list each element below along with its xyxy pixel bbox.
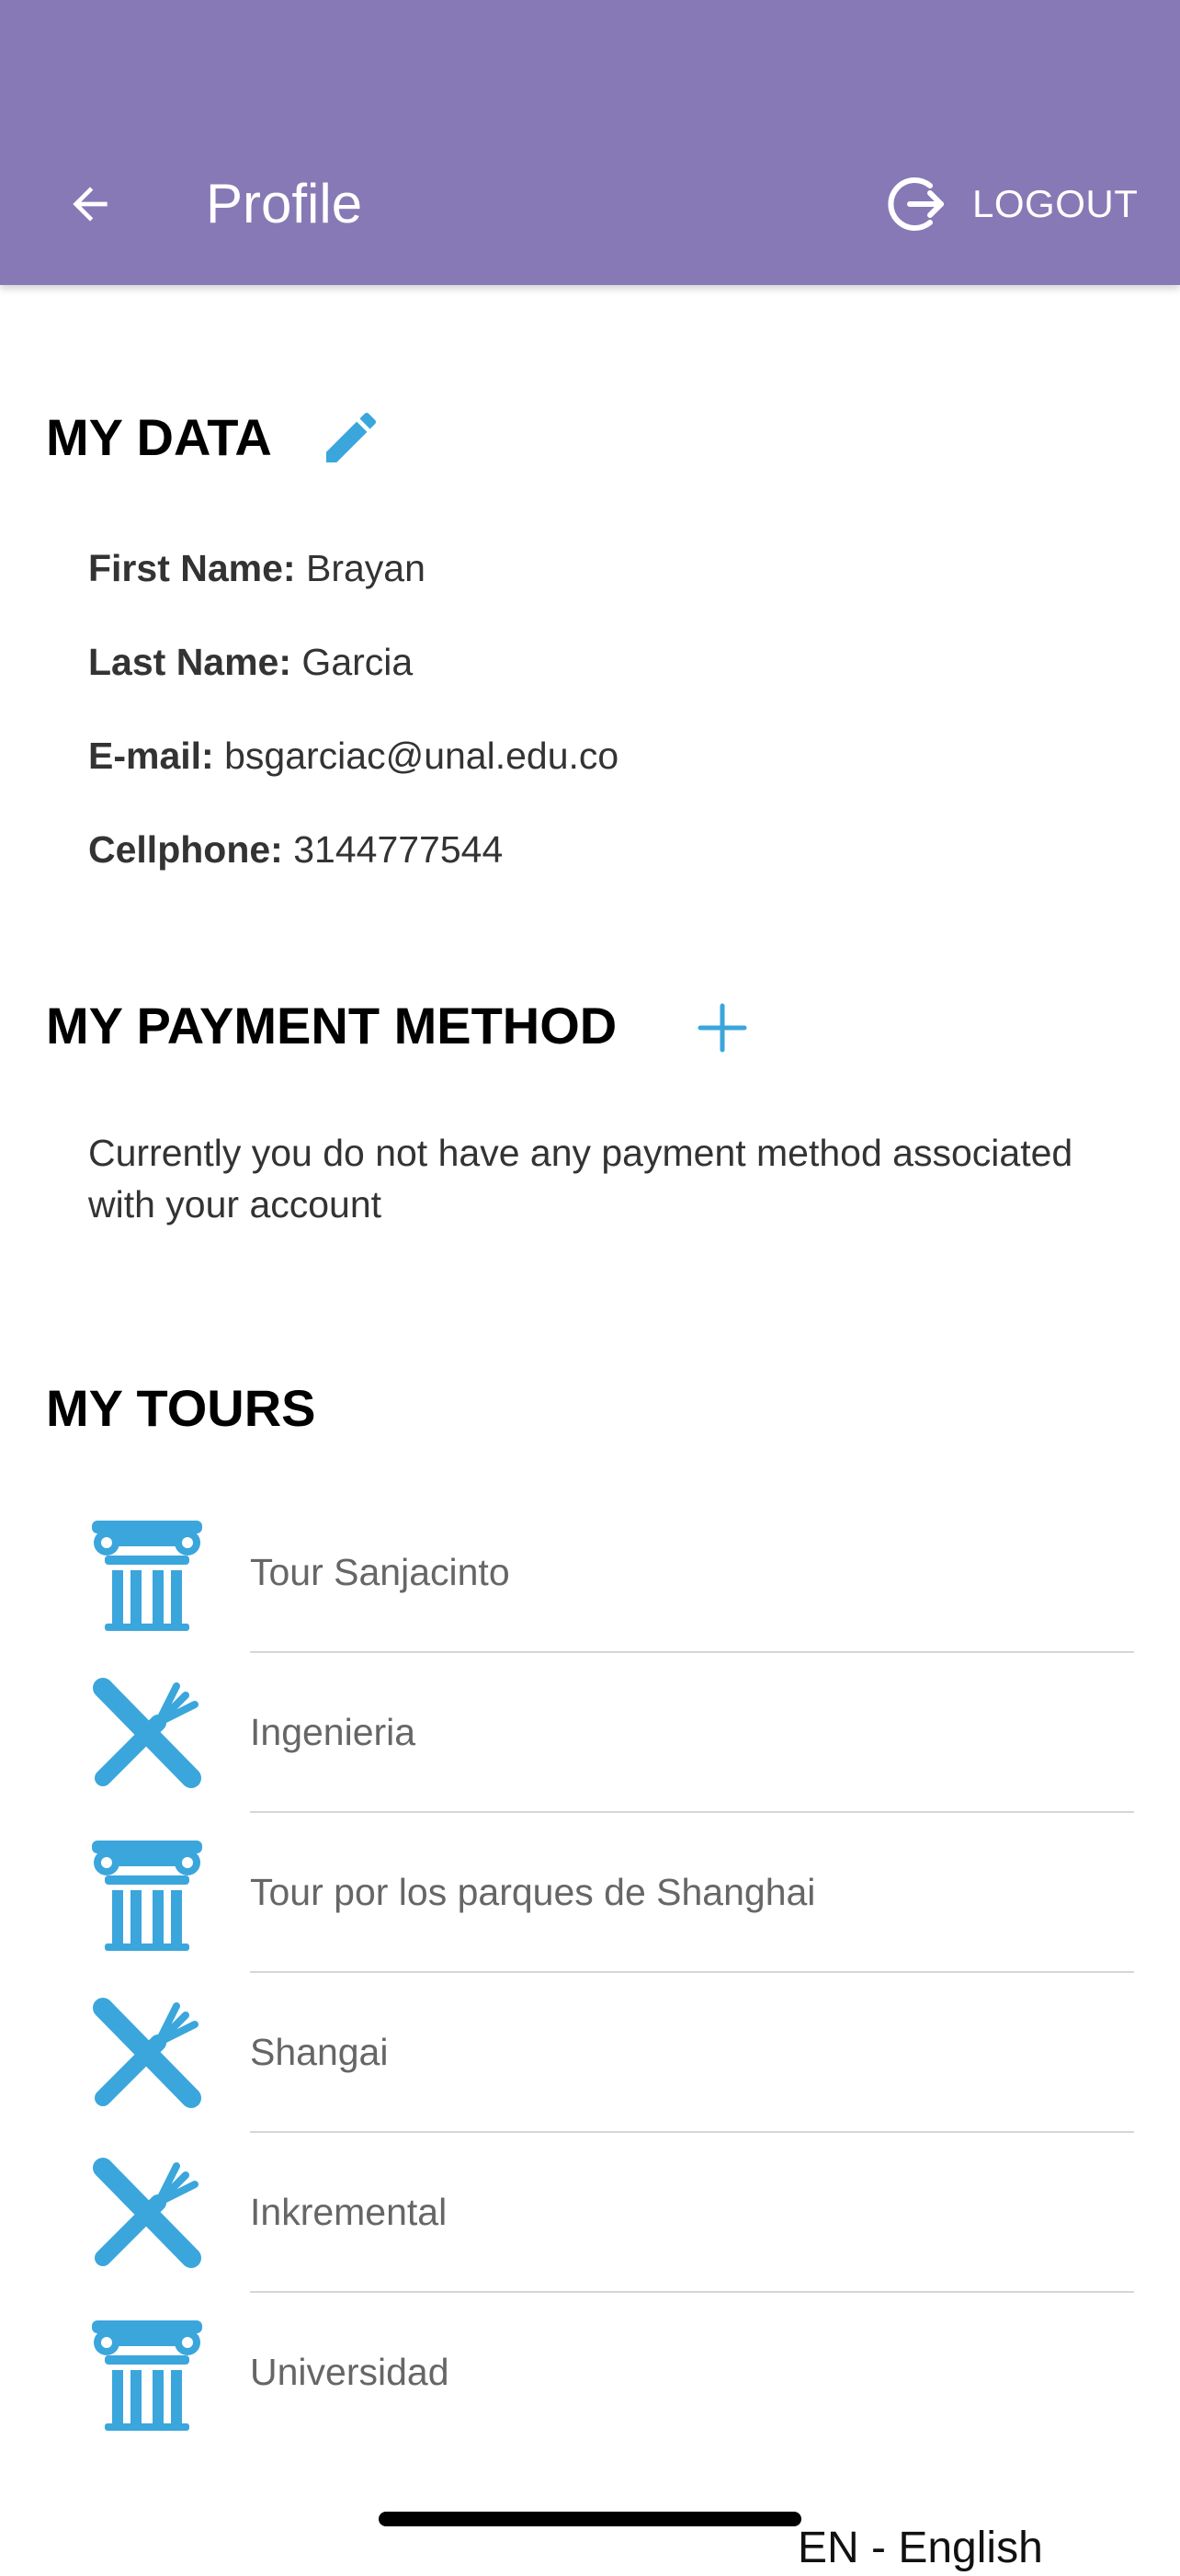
my-tours-title: MY TOURS	[46, 1379, 316, 1437]
utensils-icon	[88, 2155, 206, 2273]
plus-icon	[689, 995, 755, 1061]
payment-method-title: MY PAYMENT METHOD	[46, 997, 618, 1054]
utensils-icon	[88, 1995, 206, 2113]
logout-icon	[882, 171, 948, 237]
cellphone-value: 3144777544	[293, 828, 504, 871]
column-icon	[88, 1515, 206, 1633]
email-label: E-mail:	[88, 735, 214, 777]
email-value: bsgarciac@unal.edu.co	[224, 735, 619, 777]
first-name-label: First Name:	[88, 547, 296, 589]
arrow-left-icon	[64, 178, 116, 230]
utensils-icon	[88, 1675, 206, 1793]
my-data-title: MY DATA	[46, 408, 272, 466]
tour-name: Ingenieria	[250, 1711, 416, 1753]
first-name-row	[88, 544, 425, 592]
back-button[interactable]	[57, 171, 123, 237]
first-name-value: Brayan	[305, 547, 425, 589]
tour-name: Inkremental	[250, 2191, 448, 2233]
tour-item[interactable]	[0, 2133, 1180, 2293]
edit-data-button[interactable]	[318, 405, 384, 471]
tour-item[interactable]	[0, 1493, 1180, 1653]
column-icon	[88, 2315, 206, 2433]
tour-item[interactable]	[0, 1813, 1180, 1973]
home-indicator	[379, 2512, 801, 2526]
last-name-value: Garcia	[301, 641, 414, 683]
cellphone-label: Cellphone:	[88, 828, 283, 871]
tour-item[interactable]	[0, 1653, 1180, 1813]
email-row	[88, 732, 618, 780]
tour-name: Shangai	[250, 2031, 389, 2073]
app-bar	[0, 0, 1180, 285]
tour-name: Tour Sanjacinto	[250, 1551, 510, 1593]
page-title: Profile	[206, 173, 363, 234]
tour-item[interactable]	[0, 2293, 1180, 2453]
language-selector[interactable]: EN - English	[798, 2524, 1043, 2572]
pencil-icon	[318, 405, 384, 471]
last-name-label: Last Name:	[88, 641, 292, 683]
payment-empty-text: Currently you do not have any payment method associated with your account	[88, 1132, 1073, 1225]
tour-name: Tour por los parques de Shanghai	[250, 1871, 816, 1913]
tour-item[interactable]	[0, 1973, 1180, 2133]
last-name-row	[88, 638, 413, 686]
cellphone-row	[88, 826, 503, 873]
logout-button[interactable]	[882, 165, 1138, 243]
add-payment-button[interactable]	[689, 995, 755, 1061]
logout-label: LOGOUT	[972, 182, 1139, 225]
tour-name: Universidad	[250, 2351, 449, 2393]
column-icon	[88, 1835, 206, 1953]
